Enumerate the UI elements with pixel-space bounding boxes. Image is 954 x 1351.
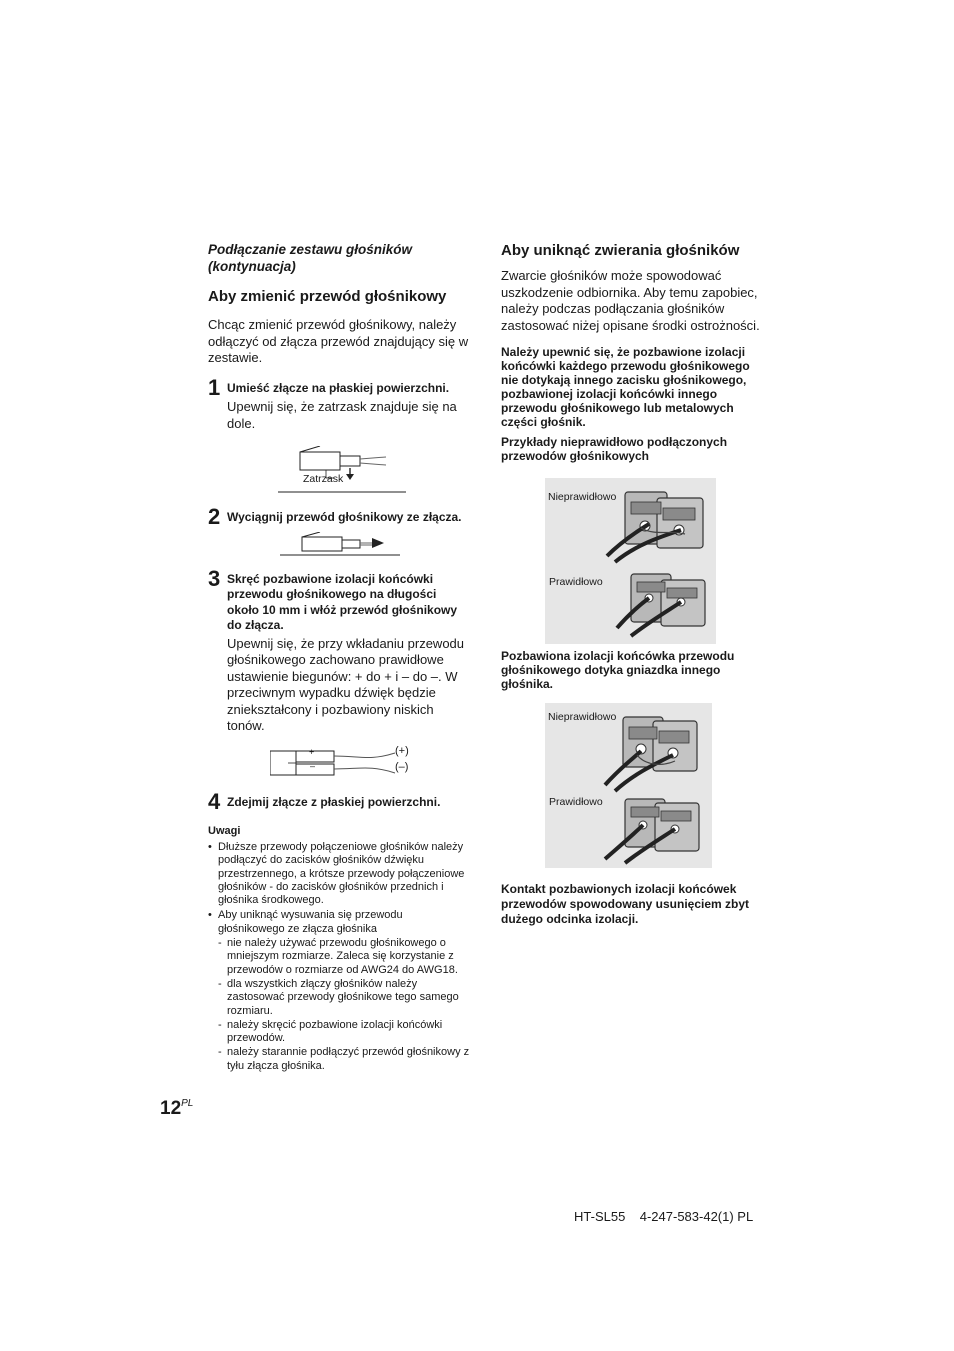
step-number: 4 <box>208 788 221 814</box>
minus-label: (–) <box>395 760 409 773</box>
caption-1: Pozbawiona izolacji końcówka przewodu głośnikowego dotyka gniazdka innego głośnika. <box>501 649 735 691</box>
step-number: 1 <box>208 374 221 400</box>
step-4 <box>208 788 470 814</box>
step-2 <box>208 504 470 529</box>
connector-latch-illustration <box>278 446 418 496</box>
notes-title: Uwagi <box>208 825 241 837</box>
label-wrong: Nieprawidłowo <box>548 491 617 503</box>
latch-label: Zatrzask <box>303 473 344 485</box>
left-column <box>208 241 470 1073</box>
caption-2: Kontakt pozbawionych izolacji końcówek przewodów spowodowany usunięciem zbyt dużego odcinka izolacji. <box>501 882 750 926</box>
footer-model-code: HT-SL55 4-247-583-42(1) PL <box>574 1209 754 1224</box>
subnote-item: - nie należy używać przewodu głośnikowego o mniejszym rozmiarze. Zaleca się korzystanie z przewodów o rozmiarze od AWG24 do AWG18. <box>218 937 458 976</box>
subnote-item: - należy skręcić pozbawione izolacji końcówki przewodów. <box>218 1018 443 1045</box>
page-number: $12^{PL}$ <box>160 1098 194 1119</box>
section-subhead: Podłączanie zestawu głośników (kontynuacja) <box>208 242 413 274</box>
step-text: Upewnij się, że zatrzask znajduje się na dole. <box>227 399 457 431</box>
notes-list <box>208 841 470 1073</box>
figure-pull-cable <box>280 532 410 558</box>
warning-paragraph: Należy upewnić się, że pozbawione izolacji końcówki każdego przewodu głośnikowego nie dotykają innego zacisku głośnikowego, pozbawionej izolacji końcówki innego przewodu głośnikowego lub metalowych części głośnik. <box>501 345 750 429</box>
right-intro: Zwarcie głośników może spowodować uszkodzenie odbiornika. Aby temu zapobiec, należy podczas podłączania głośników zastosować niżej opisane środki ostrożności. <box>501 268 760 333</box>
step-1 <box>208 374 470 433</box>
subnote-item: - należy starannie podłączyć przewód głośnikowy z tyłu złącza głośnika. <box>218 1046 470 1072</box>
figure-polarity <box>270 745 420 779</box>
intro-paragraph: Chcąc zmienić przewód głośnikowy, należy odłączyć od złącza przewód znajdujący się w zestawie. <box>208 317 469 365</box>
heading-change-cable: Aby zmienić przewód głośnikowy <box>208 288 447 305</box>
pull-cable-illustration <box>280 532 410 558</box>
label-correct: Prawidłowo <box>549 796 603 808</box>
examples-title: Przykłady nieprawidłowo podłączonych przewodów głośnikowych <box>501 435 728 463</box>
photo-wrong-right-2 <box>545 703 712 868</box>
plus-mark: + <box>309 746 315 757</box>
step-3 <box>208 565 470 735</box>
speaker-terminals-photo-2 <box>545 703 712 868</box>
minus-mark: – <box>310 760 316 771</box>
step-number: 3 <box>208 565 221 591</box>
step-title: Skręć pozbawione izolacji końcówki przewodu głośnikowego na długości około 10 mm i włóż przewód głośnikowy do złącza. <box>227 571 458 632</box>
label-wrong: Nieprawidłowo <box>548 711 617 723</box>
right-column <box>501 241 763 463</box>
step-text: Upewnij się, że przy wkładaniu przewodu głośnikowego zachowano prawidłowe ustawienie biegunów: + do + i – do –. W przeciwnym wypadku dźwięk będzie zniekształcony i pozbawiony niskich tonów. <box>227 635 465 733</box>
step-title: Wyciągnij przewód głośnikowy ze złącza. <box>227 510 462 524</box>
figure-connector-latch <box>278 446 418 496</box>
page-suffix: PL <box>181 1098 194 1109</box>
plus-label: (+) <box>395 744 409 757</box>
step-title: Zdejmij złącze z płaskiej powierzchni. <box>227 794 441 809</box>
note-item: • Dłuższe przewody połączeniowe głośników należy podłączyć do zacisków głośników dźwięku przestrzennego, a krótsze przewody połączeniowe głośników - do zacisków głośników przednich i głośnika środkowego. <box>208 841 465 907</box>
heading-avoid-short: Aby uniknąć zwierania głośników <box>501 242 740 259</box>
photo-wrong-right-1 <box>545 478 716 644</box>
step-title: Umieść złącze na płaskiej powierzchni. <box>227 380 450 395</box>
label-correct: Prawidłowo <box>549 576 603 588</box>
note-item: • Aby uniknąć wysuwania się przewodu głośnikowego ze złącza głośnika <box>208 909 403 935</box>
subnote-item: - dla wszystkich złączy głośników należy zastosować przewody głośnikowe tego samego rozmiaru. <box>218 977 459 1017</box>
step-number: 2 <box>208 504 221 529</box>
